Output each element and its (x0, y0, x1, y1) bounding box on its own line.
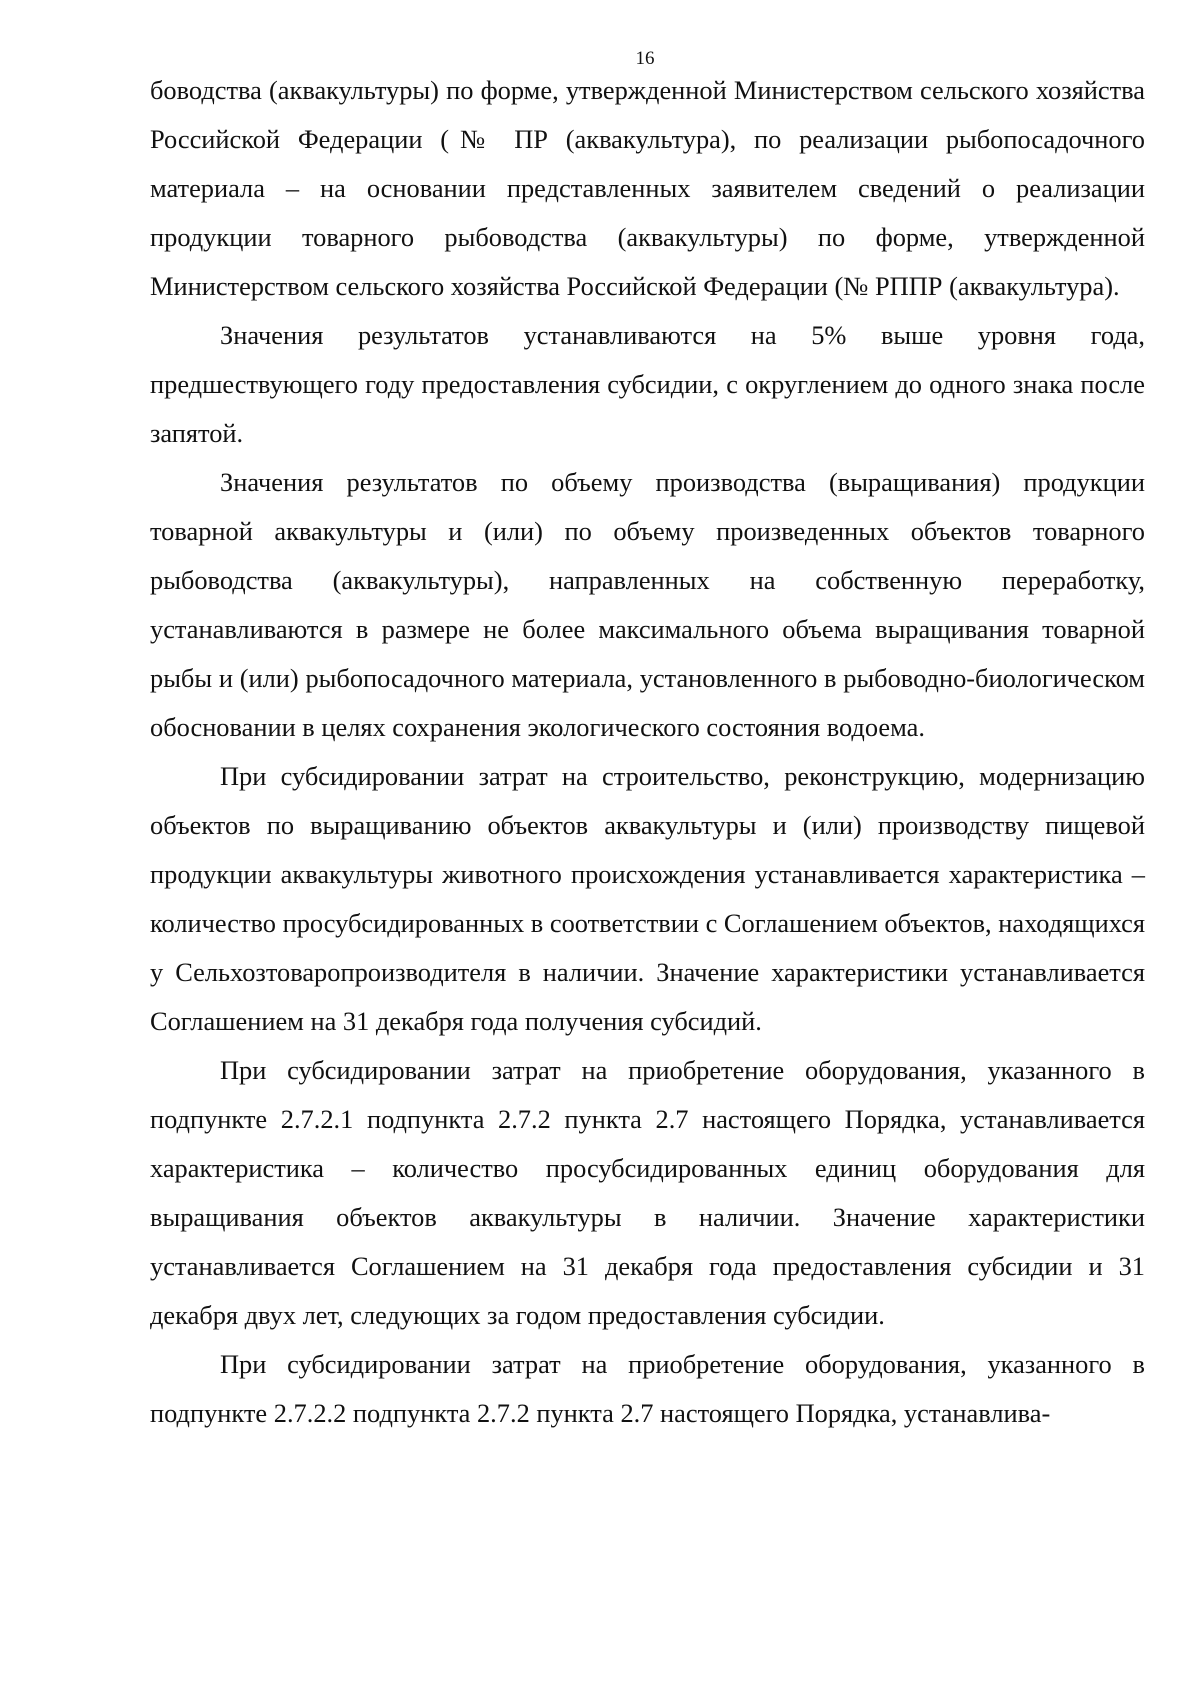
paragraph-production-volume: Значения результатов по объему производства (выращивания) продукции товарной аквакультуры и (или) по объему произведенных объектов товарного рыбоводства (аквакультуры), направленных на собственную переработку, устанавливаются в размере не более максимального объема выращивания товарной рыбы и (или) рыбопосадочного материала, установленного в рыбоводно-биологическом обосновании в целях сохранения экологического состояния водоема. (150, 467, 1145, 742)
document-body (150, 66, 1145, 1438)
paragraph-construction-subsidy: При субсидировании затрат на строительство, реконструкцию, модернизацию объектов по выращиванию объектов аквакультуры и (или) производству пищевой продукции аквакультуры животного происхождения устанавливается характеристика – количество просубсидированных в соответствии с Соглашением объектов, находящихся у Сельхозтоваропроизводителя в наличии. Значение характеристики устанавливается Соглашением на 31 декабря года получения субсидий. (150, 761, 1145, 1036)
paragraph-results-values: Значения результатов устанавливаются на 5% выше уровня года, предшествующего году предоставления субсидии, с округлением до одного знака после запятой. (150, 320, 1145, 448)
paragraph-equipment-subsidy-1: При субсидировании затрат на приобретение оборудования, указанного в подпункте 2.7.2.1 подпункта 2.7.2 пункта 2.7 настоящего Порядка, устанавливается характеристика – количество просубсидированных единиц оборудования для выращивания объектов аквакультуры в наличии. Значение характеристики устанавливается Соглашением на 31 декабря года предоставления субсидии и 31 декабря двух лет, следующих за годом предоставления субсидии. (150, 1055, 1145, 1330)
page-number: 16 (635, 48, 655, 69)
paragraph-continuation: боводства (аквакультуры) по форме, утвержденной Министерством сельского хозяйства Российской Федерации (№ ПР (аквакультура), по реализации рыбопосадочного материала – на основании представленных заявителем сведений о реализации продукции товарного рыбоводства (аквакультуры) по форме, утвержденной Министерством сельского хозяйства Российской Федерации (№ РППР (аквакультура). (150, 75, 1145, 301)
paragraph-equipment-subsidy-2: При субсидировании затрат на приобретение оборудования, указанного в подпункте 2.7.2.2 подпункта 2.7.2 пункта 2.7 настоящего Порядка, устанавлива- (150, 1349, 1145, 1428)
